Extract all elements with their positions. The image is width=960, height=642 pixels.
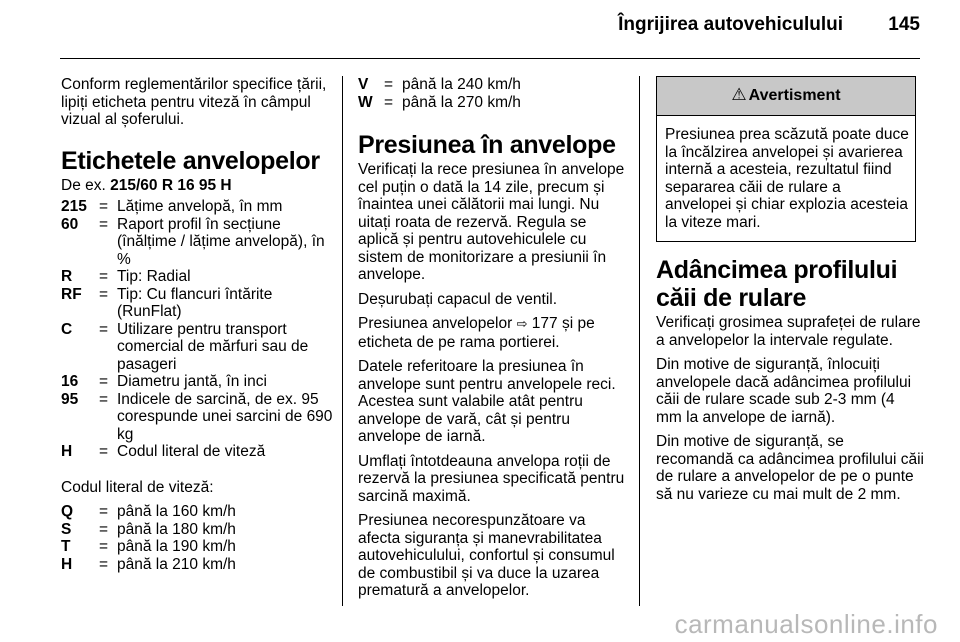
- reference-paragraph: [358, 315, 630, 351]
- code-description: Indicele de sarcină, de ex. 95 corespunde unei sarcini de 690 kg: [117, 390, 333, 443]
- equals-sign: =: [99, 503, 109, 520]
- column-middle: [358, 76, 630, 607]
- section-heading-tyre-pressure: Presiunea în anvelope: [358, 131, 616, 159]
- speed-value: până la 160 km/h: [117, 503, 236, 520]
- table-row: [61, 556, 236, 574]
- warning-box: [656, 76, 916, 242]
- section-heading-tyre-labels: Etichetele anvelopelor: [61, 146, 320, 175]
- table-row: [61, 198, 333, 216]
- paragraph: Verificați grosimea suprafeței de rulare a anvelopelor la intervale regulate.: [656, 314, 921, 349]
- tyre-code-table: [61, 198, 333, 461]
- speed-key: Q: [61, 503, 74, 520]
- reference-text: 177 și pe eticheta de pe rama portierei.: [358, 315, 595, 351]
- speed-value: până la 270 km/h: [402, 93, 521, 111]
- code-key: 60: [61, 215, 79, 233]
- page-reference-arrow-icon: ⇨: [516, 317, 528, 332]
- section-heading-tread-depth: Adâncimea profilului căii de rulare: [656, 256, 898, 312]
- speed-code-table-continued: [358, 76, 521, 111]
- code-key: C: [61, 320, 73, 338]
- table-row: [61, 503, 236, 521]
- header-divider: [60, 58, 920, 59]
- code-description: Diametru jantă, în inci: [117, 373, 267, 390]
- code-description: Tip: Cu flancuri întărite (RunFlat): [117, 285, 273, 320]
- warning-triangle-icon: ⚠: [731, 85, 747, 106]
- speed-code-intro: Codul literal de viteză:: [61, 478, 214, 496]
- code-description: Utilizare pentru transport comercial de mărfuri sau de pasageri: [117, 320, 309, 373]
- table-row: [358, 94, 521, 112]
- example-prefix: De ex.: [61, 176, 111, 194]
- table-row: [61, 286, 333, 321]
- intro-paragraph: Conform reglementărilor specifice țării, lipiți eticheta pentru viteză în câmpul vizual al șoferului.: [61, 76, 327, 128]
- equals-sign: =: [99, 538, 109, 555]
- speed-key: T: [61, 538, 71, 555]
- warning-header: [657, 77, 915, 116]
- code-description: Raport profil în secțiune (înălțime / lățime anvelopă), în %: [117, 215, 325, 268]
- warning-title: Avertisment: [748, 87, 841, 105]
- table-row: [61, 521, 236, 539]
- column-right: [656, 76, 924, 510]
- paragraph: Verificați la rece presiunea în anvelope cel puțin o dată la 14 zile, precum și înaintea unei călătorii mai lungi. Nu uitați roata de rezervă. Regula se aplică și pentru autovehiculele cu sistem de monitorizare a presiunii în anvelope.: [358, 161, 625, 283]
- equals-sign: =: [384, 76, 394, 93]
- speed-value: până la 190 km/h: [117, 538, 236, 555]
- page-number: 145: [888, 14, 920, 35]
- equals-sign: =: [99, 373, 109, 390]
- code-key: R: [61, 268, 73, 285]
- code-key: RF: [61, 285, 82, 303]
- paragraph: Deșurubați capacul de ventil.: [358, 290, 558, 308]
- column-left: [61, 76, 333, 573]
- table-row: [61, 216, 333, 269]
- speed-value: până la 210 km/h: [117, 555, 236, 573]
- equals-sign: =: [99, 520, 109, 538]
- equals-sign: =: [99, 268, 109, 285]
- paragraph: Datele referitoare la presiunea în anvelope sunt pentru anvelopele reci. Acestea sunt valabile atât pentru anvelope de vară, cât și pentru anvelope de iarnă.: [358, 358, 616, 445]
- equals-sign: =: [99, 198, 109, 215]
- table-row: [61, 391, 333, 444]
- paragraph: Presiunea necorespunzătoare va afecta siguranța și manevrabilitatea autovehiculului, confortul și consumul de combustibil și va duce la uzarea prematură a anvelopelor.: [358, 512, 615, 599]
- code-description: Codul literal de viteză: [117, 443, 266, 460]
- speed-value: până la 180 km/h: [117, 520, 236, 538]
- equals-sign: =: [99, 443, 109, 460]
- column-divider-left: [342, 76, 343, 606]
- table-row: [61, 268, 333, 286]
- equals-sign: =: [384, 93, 394, 111]
- code-key: 16: [61, 373, 79, 390]
- code-description: Lățime anvelopă, în mm: [117, 198, 283, 215]
- table-row: [61, 538, 236, 556]
- warning-text: Presiunea prea scăzută poate duce la încălzirea anvelopei și avarierea internă a acesteia, rezultatul fiind separarea căii de rulare a anvelopei și chiar explozia acesteia la viteze mari.: [665, 126, 909, 231]
- equals-sign: =: [99, 215, 109, 233]
- speed-key: V: [358, 76, 369, 93]
- speed-key: S: [61, 520, 72, 538]
- table-row: [61, 321, 333, 374]
- equals-sign: =: [99, 555, 109, 573]
- reference-text: Presiunea anvelopelor: [358, 315, 517, 332]
- equals-sign: =: [99, 390, 109, 408]
- paragraph: Din motive de siguranță, se recomandă ca adâncimea profilului căii de rulare a anvelopelor de pe o punte să nu varieze cu mai mult de 2 mm.: [656, 433, 924, 503]
- paragraph: Umflați întotdeauna anvelopa roții de rezervă la presiunea specificată pentru sarcină maximă.: [358, 452, 625, 505]
- example-code: 215/60 R 16 95 H: [110, 176, 232, 194]
- code-description: Tip: Radial: [117, 268, 191, 285]
- code-key: 215: [61, 198, 87, 215]
- speed-key: W: [358, 93, 373, 111]
- table-row: [61, 373, 333, 391]
- speed-key: H: [61, 555, 73, 573]
- example-line: [61, 177, 333, 195]
- table-row: [358, 76, 521, 94]
- equals-sign: =: [99, 285, 109, 303]
- page-header-title: Îngrijirea autovehiculului: [618, 14, 843, 35]
- equals-sign: =: [99, 320, 109, 338]
- code-key: H: [61, 443, 73, 460]
- column-divider-right: [639, 76, 640, 606]
- speed-value: până la 240 km/h: [402, 76, 521, 93]
- watermark: carmanualsonline.info: [674, 609, 938, 639]
- table-row: [61, 443, 333, 461]
- code-key: 95: [61, 390, 79, 408]
- paragraph: Din motive de siguranță, înlocuiți anvelopele dacă adâncimea profilului căii de rulare scade sub 2-3 mm (4 mm la anvelope de iarnă).: [656, 356, 912, 426]
- speed-code-table: [61, 503, 236, 573]
